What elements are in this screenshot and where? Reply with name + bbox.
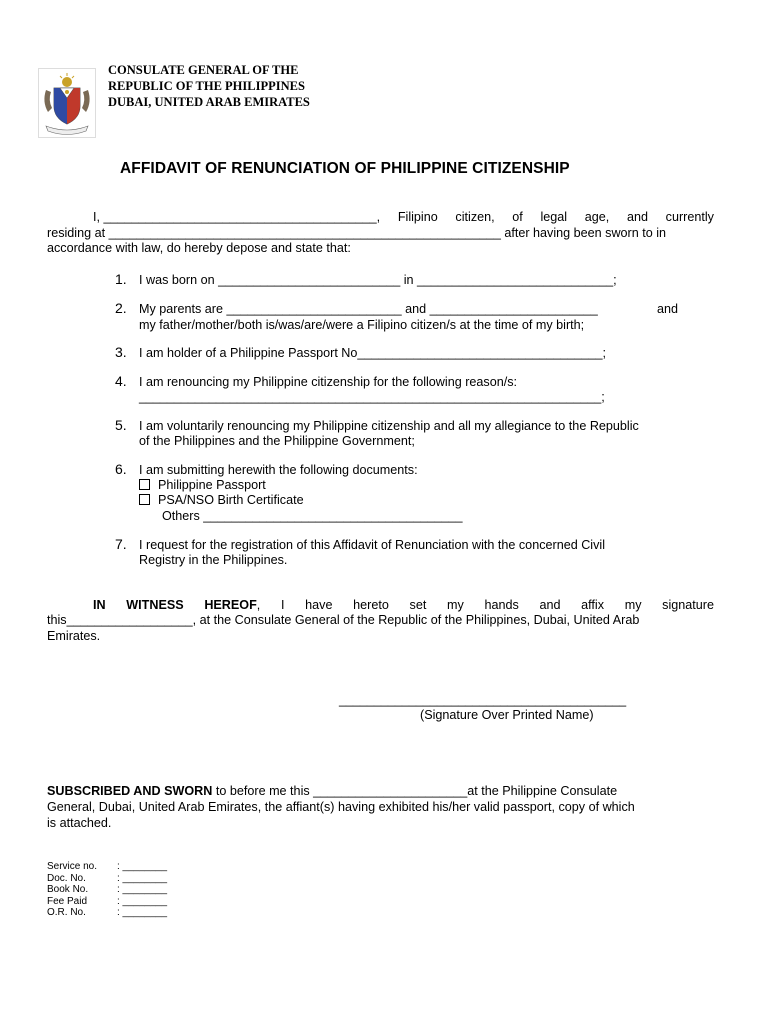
option-passport[interactable]: Philippine Passport: [139, 478, 266, 494]
item-3-text[interactable]: I am holder of a Philippine Passport No___________________________________;: [139, 346, 607, 360]
subscribed-line-2: General, Dubai, United Arab Emirates, the affiant(s) having exhibited his/her valid passport, copy of which: [47, 800, 635, 814]
item-5-text-1: I am voluntarily renouncing my Philippine citizenship and all my allegiance to the Republic: [139, 419, 639, 433]
header-line-1: CONSULATE GENERAL OF THE: [108, 63, 299, 77]
item-7-text-1: I request for the registration of this Affidavit of Renunciation with the concerned Civil: [139, 538, 605, 552]
notary-row: Doc. No. : ________: [47, 872, 168, 884]
item-2-text-2: my father/mother/both is/was/are/were a Filipino citizen/s at the time of my birth;: [139, 318, 585, 332]
notary-row: Service no. : ________: [47, 861, 168, 872]
item-6-number: 6.: [115, 461, 127, 477]
witness-line-2[interactable]: this__________________, at the Consulate General of the Republic of the Philippines, Dubai, United Arab: [47, 613, 640, 627]
notary-row: Fee Paid : ________: [47, 895, 168, 907]
item-4-text-1: I am renouncing my Philippine citizenship for the following reason/s:: [139, 375, 518, 389]
subscribed-line-3: is attached.: [47, 816, 112, 830]
name-blank[interactable]: _______________________________________,: [103, 210, 381, 224]
signature-line[interactable]: _________________________________________: [339, 693, 627, 707]
item-2-text-1[interactable]: My parents are _________________________ and ________________________: [139, 302, 598, 316]
option-birth-certificate[interactable]: PSA/NSO Birth Certificate: [139, 493, 304, 509]
item-4-text-2[interactable]: __________________________________________________________________;: [139, 390, 605, 404]
item-5-text-2: of the Philippines and the Philippine Government;: [139, 434, 415, 448]
passport-checkbox[interactable]: [139, 479, 150, 490]
header-line-2: REPUBLIC OF THE PHILIPPINES: [108, 79, 305, 93]
notary-row: Book No. : ________: [47, 884, 168, 895]
item-7-number: 7.: [115, 536, 127, 552]
notary-record: [47, 861, 167, 919]
item-4-number: 4.: [115, 373, 127, 389]
item-5-number: 5.: [115, 417, 127, 433]
signature-caption: (Signature Over Printed Name): [420, 708, 594, 722]
item-2-number: 2.: [115, 300, 127, 316]
birth-certificate-checkbox[interactable]: [139, 494, 150, 505]
item-1-text[interactable]: I was born on __________________________ in ____________________________;: [139, 273, 617, 287]
intro-line-3: accordance with law, do hereby depose and state that:: [47, 241, 351, 255]
item-6-text-1: I am submitting herewith the following documents:: [139, 463, 418, 477]
witness-line-3: Emirates.: [47, 629, 101, 643]
notary-row: O.R. No. : ________: [47, 907, 168, 918]
item-2-and: and: [657, 302, 679, 316]
subscribed-bold: SUBSCRIBED AND SWORN: [47, 784, 213, 798]
document-title: AFFIDAVIT OF RENUNCIATION OF PHILIPPINE CITIZENSHIP: [120, 160, 570, 177]
intro-line-2[interactable]: residing at ________________________________________________________ after having been sworn to in: [47, 226, 667, 240]
item-7-text-2: Registry in the Philippines.: [139, 553, 288, 567]
subscribed-line-1[interactable]: SUBSCRIBED AND SWORN to before me this ______________________at the Philippine Consulate: [47, 784, 618, 798]
item-3-number: 3.: [115, 344, 127, 360]
intro-line-1: I, _______________________________________, Filipino citizen, of legal age, and currently: [93, 210, 714, 224]
witness-line-1: IN WITNESS HEREOF , I have hereto set my hands and affix my signature: [93, 598, 714, 612]
header-line-3: DUBAI, UNITED ARAB EMIRATES: [108, 95, 310, 109]
philippine-seal: [38, 68, 96, 138]
item-1-number: 1.: [115, 271, 127, 287]
option-others[interactable]: Others _____________________________________: [162, 509, 463, 523]
